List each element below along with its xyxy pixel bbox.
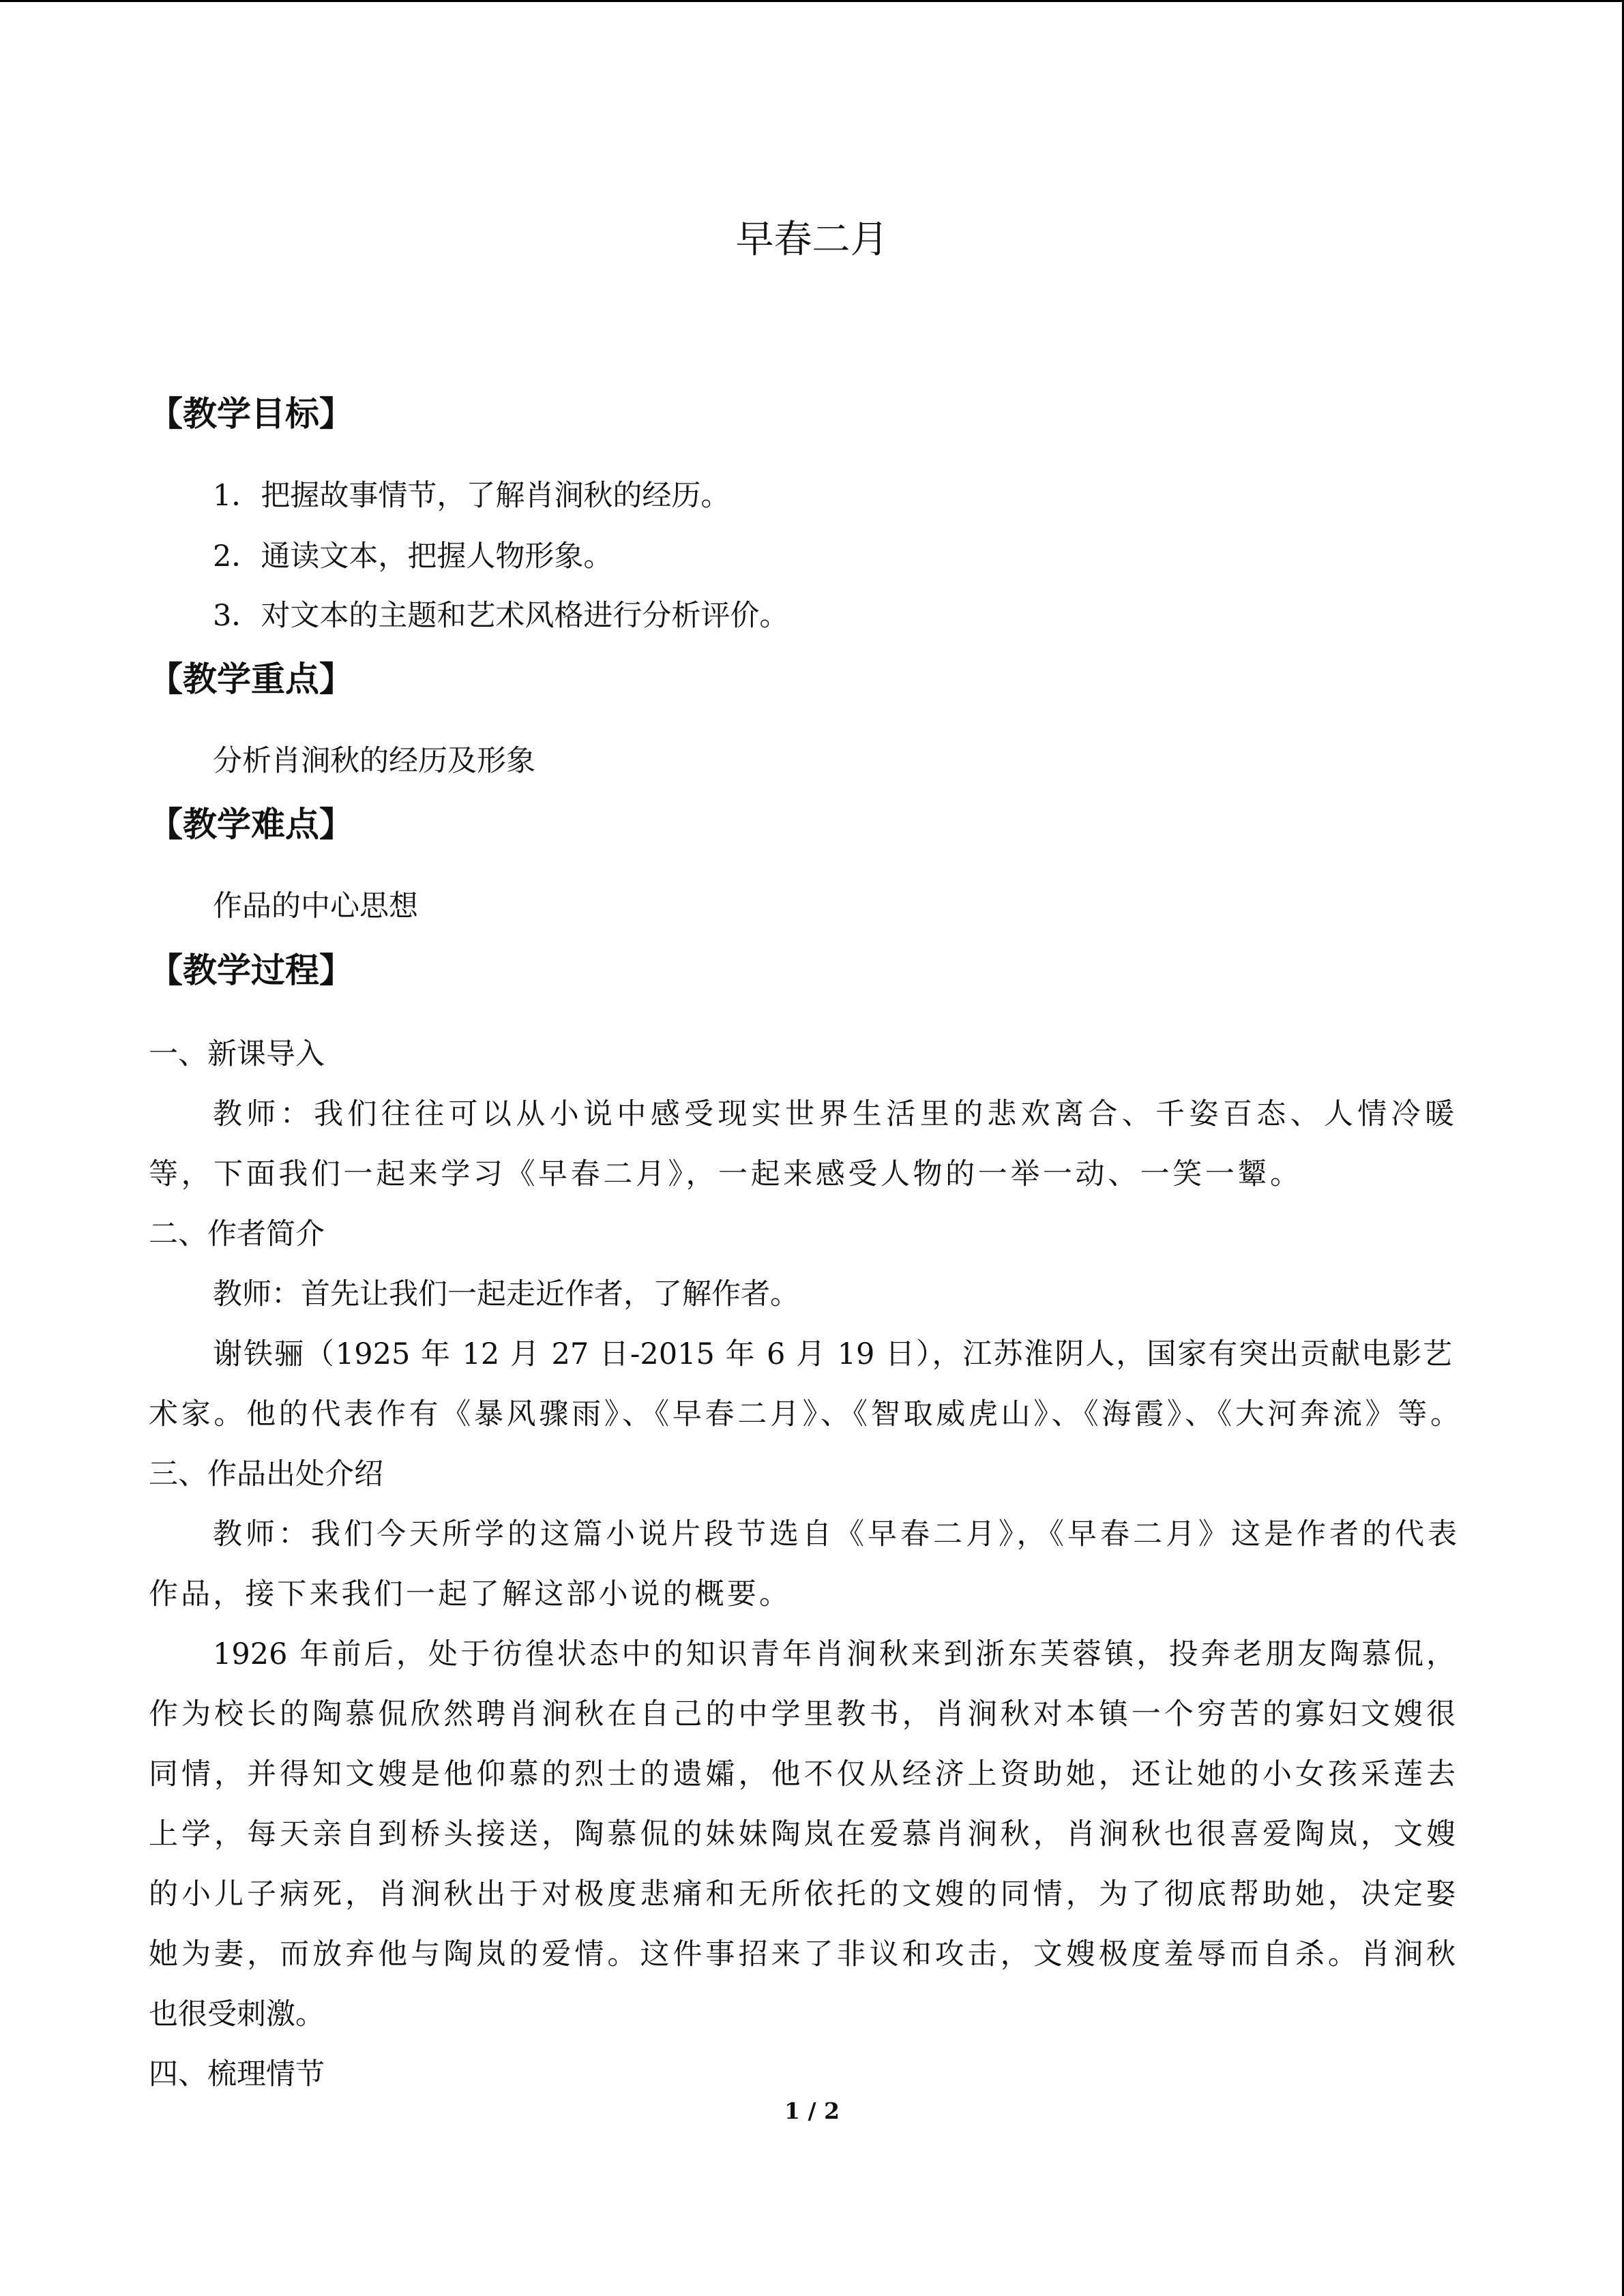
process-part2-title: 二、作者简介 (149, 1217, 325, 1251)
process-part4-title: 四、梳理情节 (149, 2057, 325, 2091)
difficulties-text: 作品的中心思想 (213, 889, 418, 923)
process-part1-line: 教师：我们往往可以从小说中感受现实世界生活里的悲欢离合、千姿百态、人情冷暖 (213, 1097, 1454, 1131)
goal-item-1: 1．把握故事情节，了解肖涧秋的经历。 (213, 479, 730, 513)
page-border-top (0, 0, 1624, 2)
process-part3-title: 三、作品出处介绍 (149, 1457, 383, 1491)
process-part3-summary-line: 也很受刺激。 (149, 1997, 325, 2031)
heading-difficulties: 【教学难点】 (149, 805, 353, 844)
process-part3-teacher-line: 教师：我们今天所学的这篇小说片段节选自《早春二月》，《早春二月》这是作者的代表 (213, 1517, 1457, 1551)
document-title: 早春二月 (735, 218, 889, 262)
process-part3-summary-line: 作为校长的陶慕侃欣然聘肖涧秋在自己的中学里教书，肖涧秋对本镇一个穷苦的寡妇文嫂很 (149, 1697, 1456, 1731)
page-number: 1 / 2 (784, 2098, 840, 2124)
process-part2-line: 谢铁骊（1925 年 12 月 27 日-2015 年 6 月 19 日），江苏淮阴人，国家有突出贡献电影艺 (213, 1337, 1452, 1371)
goal-item-2: 2．通读文本，把握人物形象。 (213, 539, 613, 573)
heading-teaching-process: 【教学过程】 (149, 951, 353, 990)
process-part3-teacher-line: 作品，接下来我们一起了解这部小说的概要。 (149, 1577, 788, 1611)
key-points-text: 分析肖涧秋的经历及形象 (213, 744, 535, 778)
process-part2-intro: 教师：首先让我们一起走近作者，了解作者。 (213, 1277, 799, 1311)
heading-teaching-goals: 【教学目标】 (149, 394, 353, 434)
process-part3-summary-line: 的小儿子病死，肖涧秋出于对极度悲痛和无所依托的文嫂的同情，为了彻底帮助她，决定娶 (149, 1877, 1456, 1911)
process-part2-line: 术家。他的代表作有《暴风骤雨》、《早春二月》、《智取威虎山》、《海霞》、《大河奔流》等。 (149, 1397, 1460, 1431)
goal-item-3: 3．对文本的主题和艺术风格进行分析评价。 (213, 599, 789, 633)
process-part3-summary-line: 1926 年前后，处于彷徨状态中的知识青年肖涧秋来到浙东芙蓉镇，投奔老朋友陶慕侃， (213, 1637, 1456, 1671)
process-part3-summary-line: 她为妻，而放弃他与陶岚的爱情。这件事招来了非议和攻击，文嫂极度羞辱而自杀。肖涧秋 (149, 1937, 1456, 1971)
heading-key-points: 【教学重点】 (149, 659, 353, 699)
process-part1-title: 一、新课导入 (149, 1037, 325, 1071)
process-part3-summary-line: 上学，每天亲自到桥头接送，陶慕侃的妹妹陶岚在爱慕肖涧秋，肖涧秋也很喜爱陶岚，文嫂 (149, 1817, 1456, 1851)
process-part3-summary-line: 同情，并得知文嫂是他仰慕的烈士的遗孀，他不仅从经济上资助她，还让她的小女孩采莲去 (149, 1757, 1456, 1791)
process-part1-line: 等，下面我们一起来学习《早春二月》，一起来感受人物的一举一动、一笑一颦。 (149, 1157, 1299, 1191)
